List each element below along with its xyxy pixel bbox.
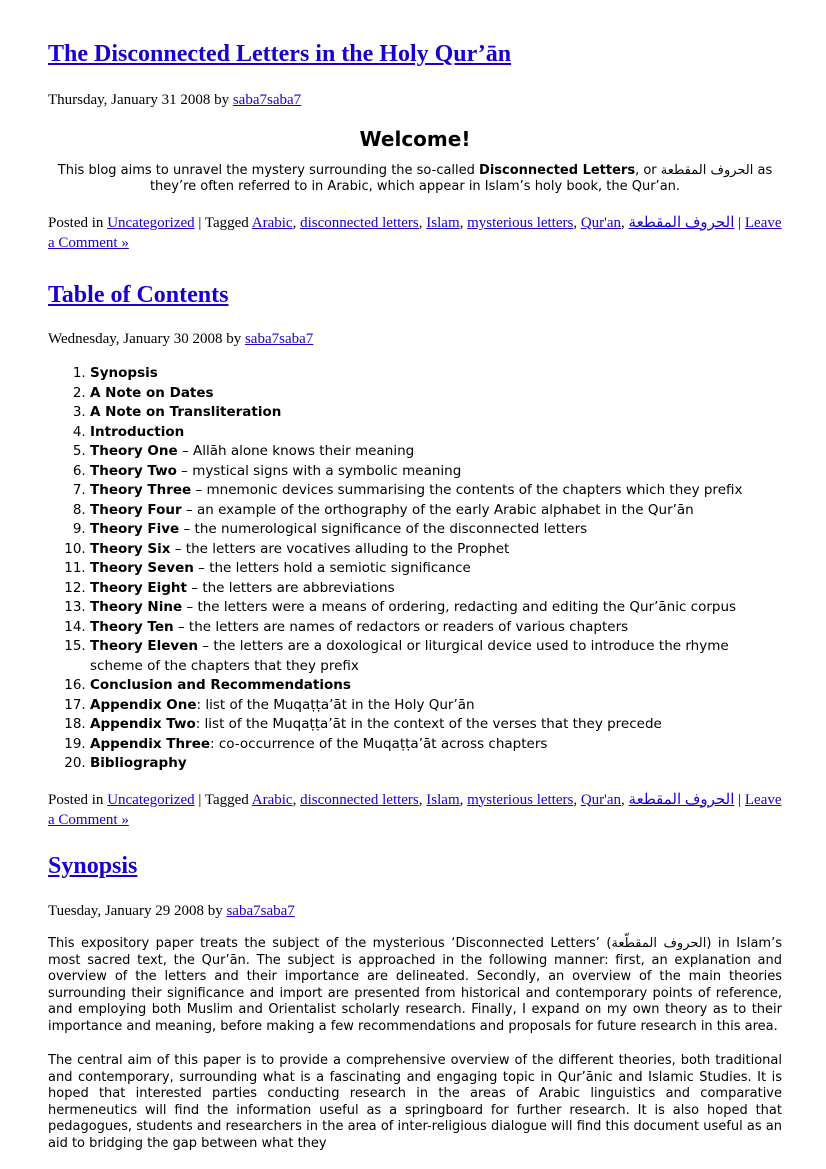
- toc-item-title: Theory One: [90, 443, 178, 459]
- posted-in-label: Posted in: [48, 791, 104, 808]
- toc-item: [90, 540, 782, 560]
- toc-item-title: Theory Four: [90, 501, 182, 518]
- post-date: Wednesday, January 30 2008 by: [48, 331, 242, 347]
- synopsis-paragraph: The central aim of this paper is to provide a comprehensive overview of the different theories, both traditional and contemporary, surrounding what is a fascinating and engaging topic in Qur’ānic and Islamic Studies. It is hoped that interested parties conducting research in the areas of Arabic linguistics and comparative hermeneutics will find the information useful as a springboard for further research. It is also hoped that pedagogues, students and researchers in the area of inter-religious dialogue will find this document useful as an aid to bridging the gap between what they: [48, 1053, 782, 1151]
- toc-item-desc: – mnemonic devices summarising the contents of the chapters which they prefix: [191, 482, 743, 498]
- toc-item-title: A Note on Transliteration: [90, 404, 282, 420]
- tag-link[interactable]: Islam: [426, 791, 460, 808]
- toc-item-title: Appendix Two: [90, 716, 196, 732]
- leave-comment-link[interactable]: Leave a Comment »: [48, 215, 782, 251]
- posted-in-label: Posted in: [48, 215, 104, 231]
- tag-link[interactable]: Arabic: [251, 791, 293, 808]
- post-toc: [48, 281, 782, 830]
- toc-item-desc: : list of the Muqaṭṭa’āt in the context of the verses that they precede: [195, 716, 662, 732]
- toc-item: [90, 715, 782, 735]
- tag-link[interactable]: disconnected letters: [300, 791, 419, 808]
- toc-item-desc: – an example of the orthography of the early Arabic alphabet in the Qur’ān: [181, 501, 694, 518]
- category-link[interactable]: Uncategorized: [107, 215, 195, 231]
- toc-item-title: Appendix Three: [90, 735, 211, 752]
- toc-item: [90, 676, 782, 696]
- toc-item-title: Theory Five: [90, 521, 180, 537]
- leave-comment-link[interactable]: Leave a Comment »: [48, 791, 782, 828]
- post-footer: Posted in Uncategorized | Tagged Arabic, disconnected letters, Islam, mysterious letters, Qur'an, الحروف المقطعة | Leave a Comment »: [48, 791, 782, 828]
- toc-item-title: Theory Six: [90, 540, 171, 557]
- intro-bold: Disconnected Letters: [479, 163, 636, 178]
- toc-item-title: Appendix One: [90, 696, 197, 713]
- toc-item: [90, 384, 782, 404]
- toc-item: [90, 403, 782, 423]
- toc-item-title: Theory Seven: [90, 560, 194, 576]
- toc-item: [90, 579, 782, 599]
- post-footer: Posted in Uncategorized | Tagged Arabic, disconnected letters, Islam, mysterious letters, Qur'an, الحروف المقطعة | Leave a Comment »: [48, 215, 782, 251]
- toc-item-desc: – Allāh alone knows their meaning: [177, 443, 415, 459]
- welcome-heading: Welcome!: [359, 127, 471, 151]
- intro-text-c: as they’re often referred to in Arabic, which appear in Islam’s holy book, the Qur’an.: [149, 163, 773, 194]
- tag-link[interactable]: mysterious letters: [467, 791, 574, 808]
- toc-item: [90, 462, 782, 482]
- post-welcome: [48, 40, 782, 253]
- post-meta: [48, 330, 782, 348]
- toc-item-desc: – the letters are vocatives alluding to the Prophet: [170, 540, 510, 557]
- toc-item: [90, 598, 782, 618]
- toc-item-title: Theory Eight: [90, 579, 187, 596]
- toc-item-desc: : co-occurrence of the Muqaṭṭa’āt across chapters: [210, 735, 548, 752]
- tag-link[interactable]: Islam: [426, 215, 460, 231]
- intro-arabic: الحروف المقطعة: [660, 163, 754, 178]
- toc-item-title: Theory Three: [90, 482, 192, 498]
- intro-text-b: , or: [635, 163, 661, 178]
- toc-item: [90, 696, 782, 716]
- author-link[interactable]: saba7saba7: [226, 903, 295, 919]
- tag-link[interactable]: الحروف المقطعة: [628, 215, 735, 231]
- toc-item-title: Theory Ten: [90, 618, 174, 635]
- separator: |: [738, 791, 742, 808]
- author-link[interactable]: saba7saba7: [244, 331, 314, 347]
- toc-item: [90, 481, 782, 501]
- toc-item-desc: – the letters are a doxological or liturgical device used to introduce the rhyme scheme of the chapters that they prefix: [90, 638, 729, 674]
- toc-item: [90, 520, 782, 540]
- toc-item-title: Theory Nine: [90, 599, 183, 615]
- tag-link[interactable]: Qur'an: [580, 791, 622, 808]
- toc-item-desc: – the letters were a means of ordering, redacting and editing the Qur’ānic corpus: [182, 599, 737, 615]
- toc-item-title: Synopsis: [90, 365, 158, 381]
- tag-link[interactable]: mysterious letters: [467, 215, 574, 231]
- post-title-link[interactable]: The Disconnected Letters in the Holy Qur’ān: [48, 41, 512, 67]
- tag-link[interactable]: Arabic: [251, 215, 293, 231]
- toc-item: [90, 618, 782, 638]
- tag-link[interactable]: الحروف المقطعة: [628, 791, 735, 808]
- post-title: [48, 40, 782, 68]
- toc-item: [90, 442, 782, 462]
- post-title-link[interactable]: Synopsis: [48, 853, 138, 879]
- post-meta: [48, 91, 782, 109]
- tagged-label: | Tagged: [198, 791, 249, 808]
- toc-item-title: Theory Eleven: [90, 638, 198, 654]
- toc-item: [90, 423, 782, 443]
- toc-item-desc: – the letters are names of redactors or readers of various chapters: [173, 618, 629, 635]
- toc-item-title: Introduction: [90, 423, 185, 440]
- post-title: [48, 852, 782, 880]
- post-date: Thursday, January 31 2008 by: [48, 92, 230, 108]
- toc-list: [48, 364, 782, 774]
- post-title-link[interactable]: Table of Contents: [48, 282, 229, 308]
- intro-text-a: This blog aims to unravel the mystery surrounding the so-called: [57, 163, 480, 178]
- post-date: Tuesday, January 29 2008 by: [48, 903, 223, 919]
- post-title: [48, 281, 782, 309]
- toc-item-desc: – the numerological significance of the disconnected letters: [179, 521, 588, 537]
- separator: |: [738, 215, 742, 231]
- toc-item: [90, 754, 782, 774]
- author-link[interactable]: saba7saba7: [232, 92, 302, 108]
- post-synopsis: [48, 852, 782, 1152]
- toc-item: [90, 501, 782, 521]
- toc-item-title: Conclusion and Recommendations: [90, 677, 351, 693]
- tagged-label: | Tagged: [198, 215, 249, 231]
- synopsis-paragraph: This expository paper treats the subject of the mysterious ‘Disconnected Letters’ (الحروف المقطّعة) in Islam’s most sacred text, the Qur’ān. The subject is approached in the following manner: first, an explanation and overview of the letters and their importance are delineated. Secondly, an overview of the main theories surrounding their significance and import are presented from historical and contemporary points of reference, and employing both Muslim and Orientalist scholarly research. Finally, I expand on my own theory as to their importance and meaning, before making a few recommendations and proposals for future research in this area.: [48, 936, 782, 1034]
- toc-item: [90, 735, 782, 755]
- toc-item: [90, 637, 782, 676]
- post-meta: [48, 902, 782, 920]
- tag-link[interactable]: Qur'an: [580, 215, 622, 231]
- toc-item-desc: – mystical signs with a symbolic meaning: [176, 462, 462, 479]
- toc-item: [90, 559, 782, 579]
- toc-item: [90, 364, 782, 384]
- toc-item-desc: – the letters are abbreviations: [187, 579, 395, 596]
- intro-text: [48, 163, 782, 195]
- category-link[interactable]: Uncategorized: [107, 791, 195, 808]
- toc-item-title: A Note on Dates: [90, 384, 214, 401]
- tag-link[interactable]: disconnected letters: [300, 215, 419, 231]
- toc-item-desc: : list of the Muqaṭṭa’āt in the Holy Qur’ān: [196, 696, 475, 713]
- toc-item-title: Bibliography: [90, 755, 187, 771]
- toc-item-title: Theory Two: [90, 462, 177, 479]
- toc-item-desc: – the letters hold a semiotic significance: [193, 560, 471, 576]
